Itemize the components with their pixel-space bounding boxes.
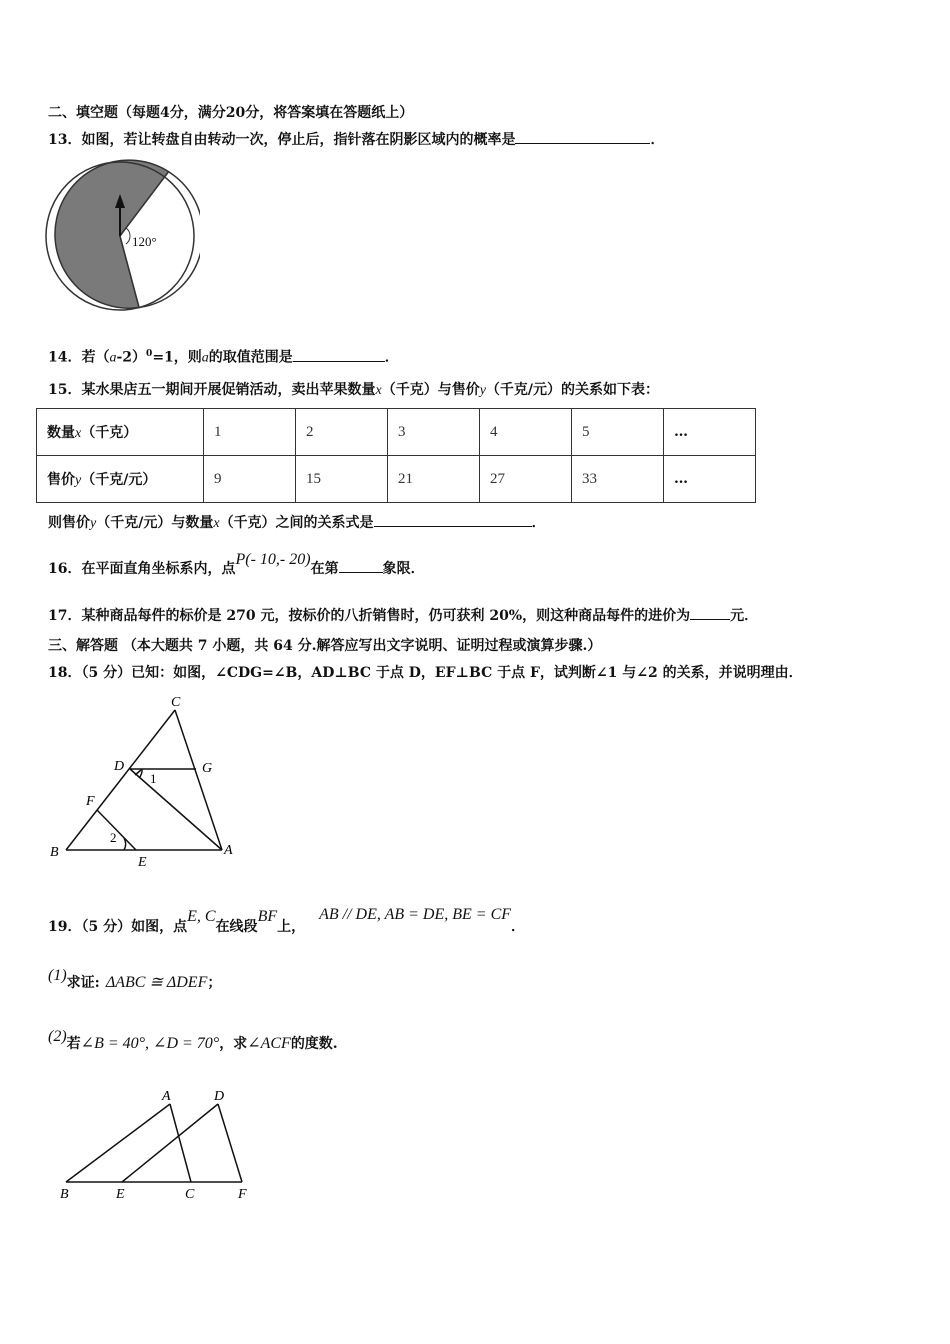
table-row-price [37, 456, 756, 503]
label-d: D [214, 1089, 225, 1104]
label-a: A [162, 1089, 171, 1104]
label-d: D [114, 759, 125, 774]
quantity-cell: 3 [388, 409, 480, 456]
q16-stem: 16．在平面直角坐标系内，点P(- 10,- 20)在第 象限． [48, 551, 425, 577]
q19-triangles-figure [54, 1084, 274, 1214]
quantity-cell: 4 [480, 409, 572, 456]
q19-part2: (2)若∠B = 40°, ∠D = 70°，求∠ACF的度数. [48, 1028, 338, 1052]
q19-part1: (1)求证: ΔABC ≅ ΔDEF； [48, 967, 222, 991]
section3-heading: 三、解答题 （本大题共 7 小题，共 64 分.解答应写出文字说明、证明过程或演算步骤.） [48, 638, 602, 654]
price-cell: 33 [572, 456, 664, 503]
label-angle-1: 1 [150, 771, 157, 786]
segment-ed [122, 1104, 218, 1182]
q15-stem: 15．某水果店五一期间开展促销活动，卖出苹果数量x（千克）与售价y（千克/元）的关系如下表： [48, 382, 660, 398]
label-f: F [86, 794, 95, 809]
q13-answer-blank[interactable] [515, 128, 650, 144]
label-b: B [60, 1187, 69, 1202]
q16-answer-blank[interactable] [339, 557, 383, 573]
q18-stem: 18．（5 分）已知：如图，∠CDG=∠B，AD⊥BC 于点 D，EF⊥BC 于点 F，试判断∠1 与∠2 的关系，并说明理由． [48, 665, 803, 681]
price-cell-ellipsis: … [664, 456, 756, 503]
angle-2-arc [124, 838, 126, 850]
label-e: E [116, 1187, 125, 1202]
quantity-cell-ellipsis: … [664, 409, 756, 456]
row-label-quantity: 数量x（千克） [37, 409, 204, 456]
price-cell: 21 [388, 456, 480, 503]
label-a: A [224, 843, 233, 858]
label-e: E [138, 855, 147, 870]
q13-stem: 13．如图，若让转盘自由转动一次，停止后，指针落在阴影区域内的概率是 ． [48, 128, 664, 150]
segment-bc [66, 710, 175, 850]
price-cell: 15 [296, 456, 388, 503]
q14-stem: 14．若$(a-2)^0=1$，则a的取值范围是 ． [48, 344, 399, 369]
table-row-quantity [37, 409, 756, 456]
segment-df [218, 1104, 242, 1182]
right-angle-marker-d [135, 770, 141, 775]
segment-ba [66, 1104, 170, 1182]
q19-stem: 19．（5 分）如图，点E, C在线段BF上，AB // DE, AB = DE, BE = CF． [48, 906, 526, 935]
q15-ask: 则售价y（千克/元）与数量x（千克）之间的关系式是 ． [48, 511, 546, 534]
quantity-cell: 5 [572, 409, 664, 456]
q17-answer-blank[interactable] [690, 604, 730, 620]
label-f: F [238, 1187, 247, 1202]
label-g: G [202, 761, 213, 776]
segment-fe [97, 810, 136, 850]
row-label-price: 售价y（千克/元） [37, 456, 204, 503]
label-b: B [50, 845, 59, 860]
segment-ac [170, 1104, 191, 1182]
quantity-cell: 1 [204, 409, 296, 456]
q15-table [36, 408, 756, 503]
label-c: C [185, 1187, 195, 1202]
label-angle-2: 2 [110, 830, 117, 845]
price-cell: 9 [204, 456, 296, 503]
q18-triangle-figure [44, 692, 244, 872]
section2-heading: 二、填空题（每题4分，满分20分，将答案填在答题纸上） [48, 105, 414, 121]
angle-label: 120° [132, 234, 157, 249]
q14-answer-blank[interactable] [293, 346, 385, 362]
price-cell: 27 [480, 456, 572, 503]
q15-answer-blank[interactable] [374, 511, 532, 527]
quantity-cell: 2 [296, 409, 388, 456]
q17-stem: 17．某种商品每件的标价是 270 元，按标价的八折销售时，仍可获利 20%，则这种商品每件的进价为 元． [48, 604, 758, 626]
q13-spinner-figure [44, 158, 200, 314]
label-c: C [171, 695, 181, 710]
